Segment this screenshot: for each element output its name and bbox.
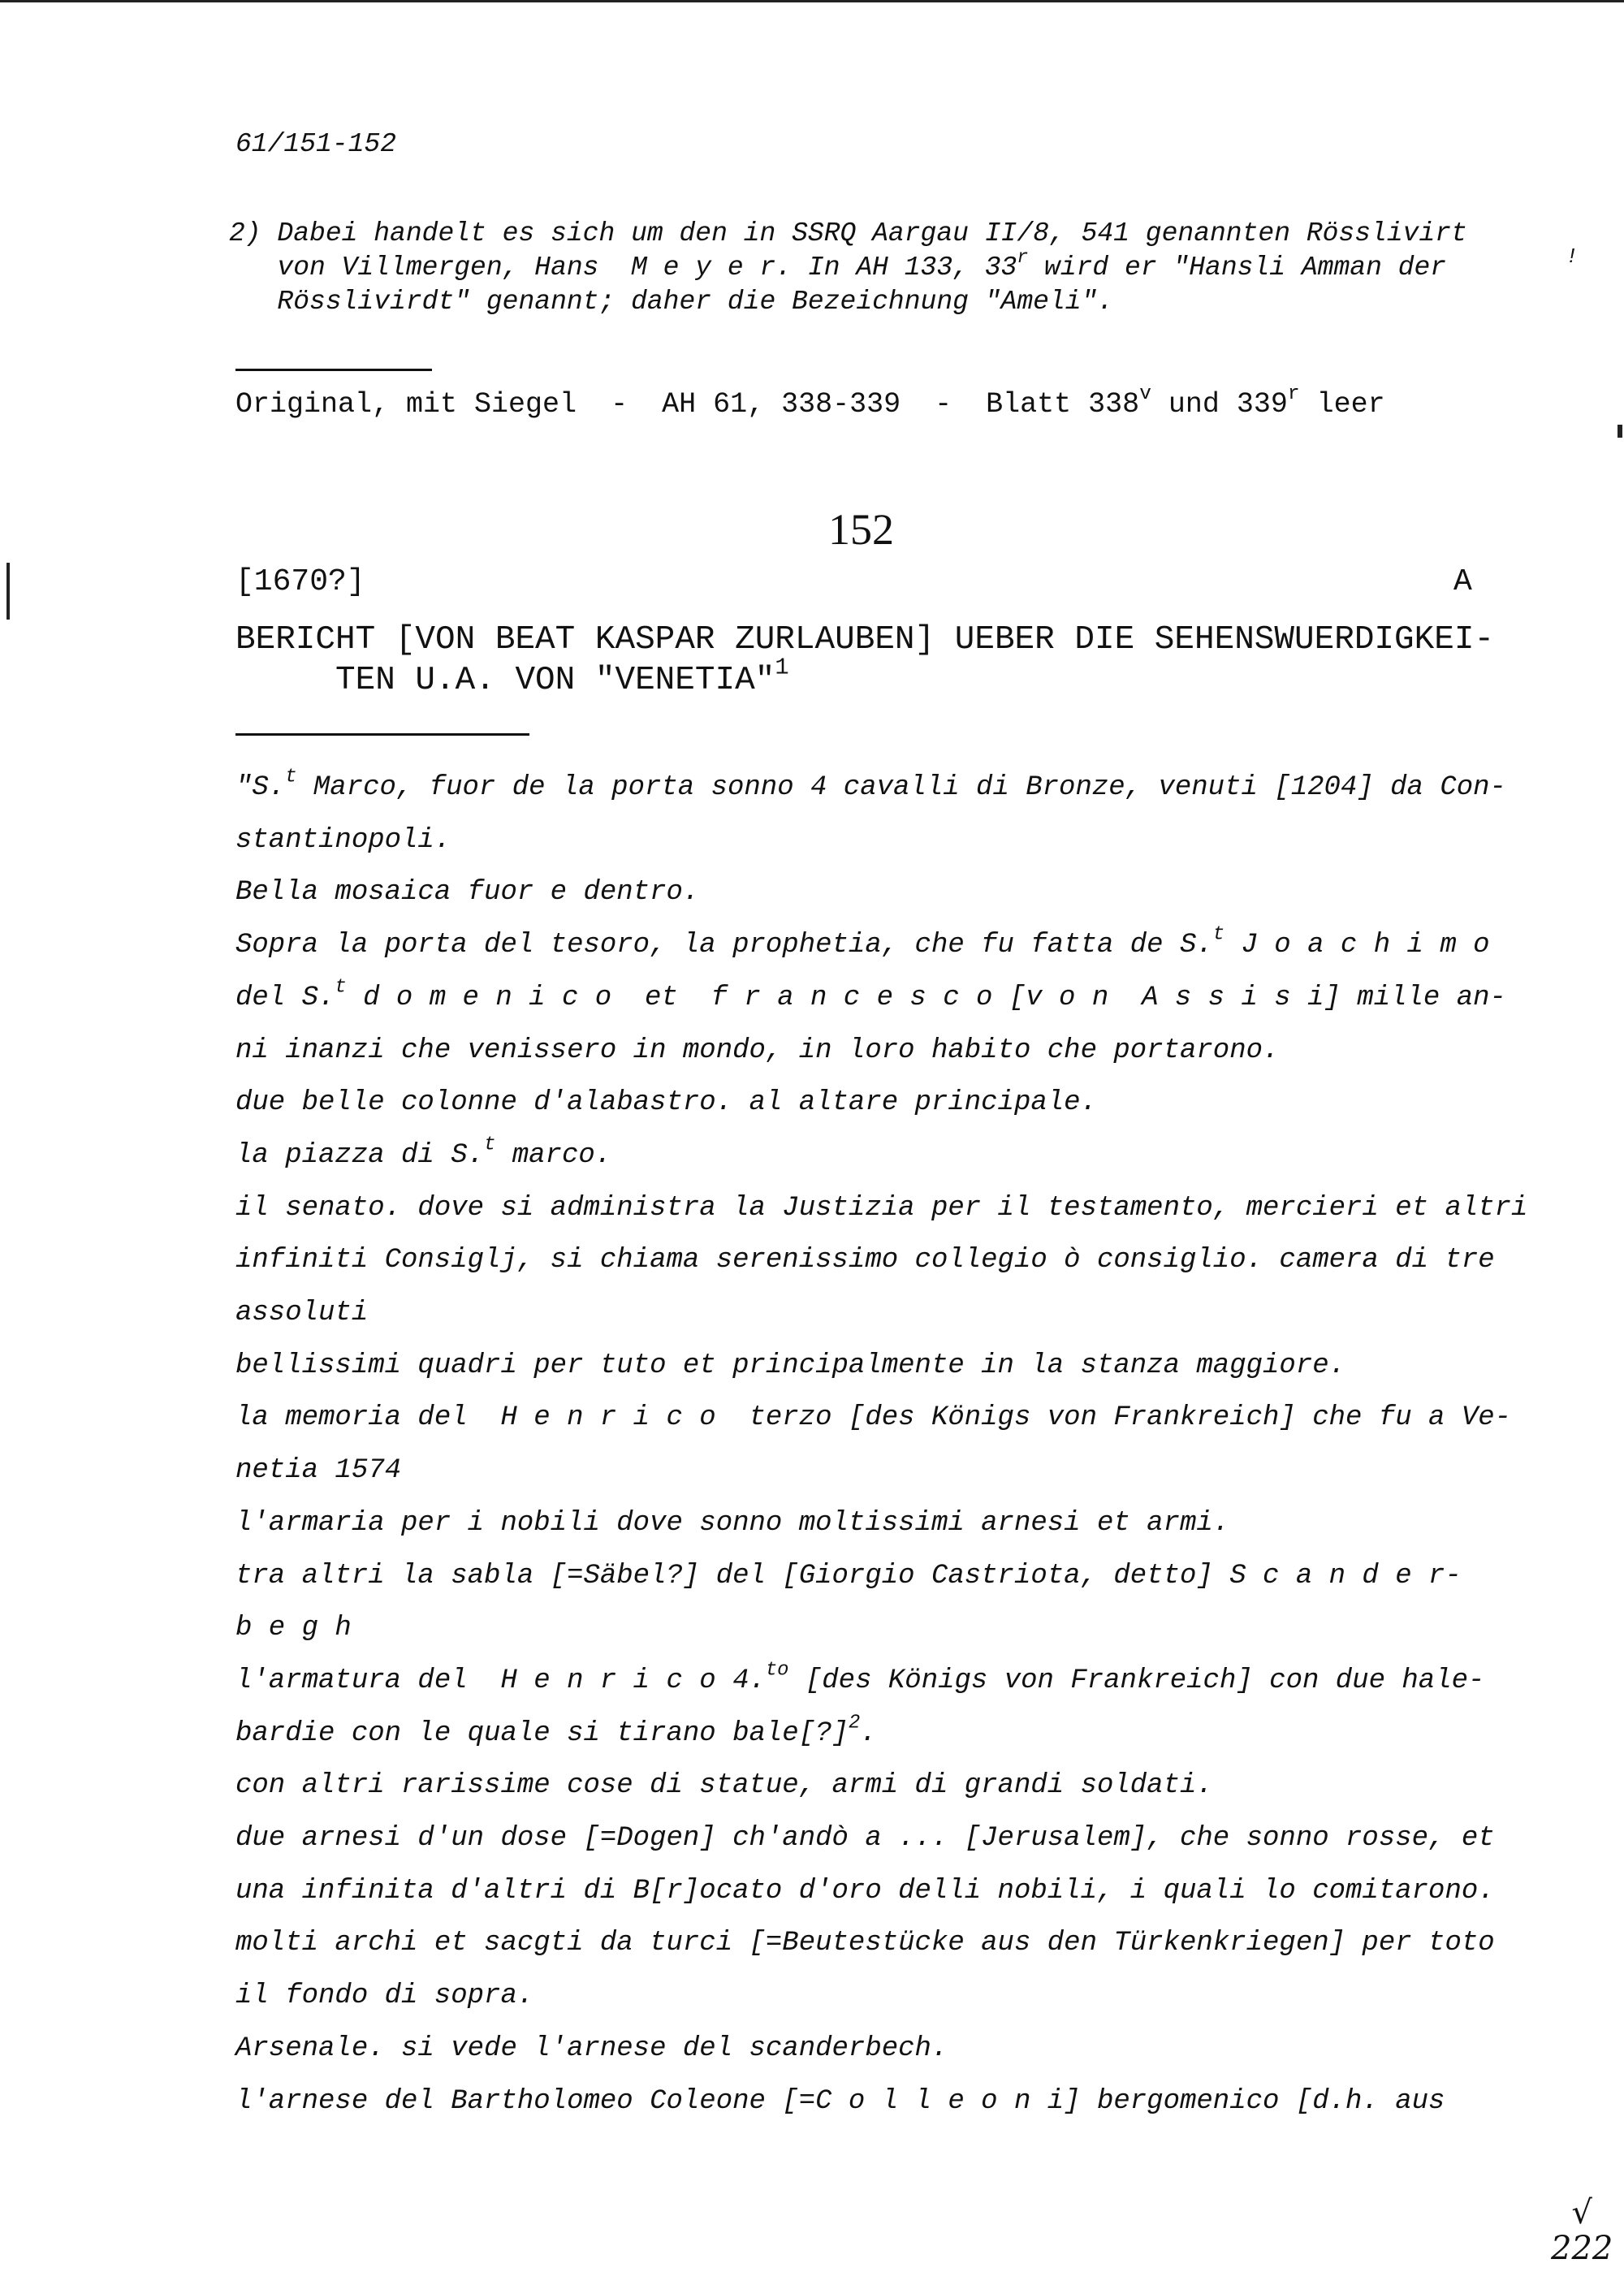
body-line [235, 1929, 1495, 1957]
document-number: 152 [828, 505, 894, 554]
scan-edge-mark [6, 563, 10, 620]
source-note [235, 383, 1385, 421]
body-line [235, 1982, 533, 2010]
text-segment: il senato. dove si administra la Justizia per il testamento, mercieri et altri [235, 1192, 1528, 1224]
text-segment: due arnesi d'un dose [=Dogen] ch'andò a ... [Jerusalem], che sonno rosse, et [235, 1823, 1495, 1854]
text-segment: tra altri la sabla [=Säbel?] del [Giorgio Castriota, detto] S c a n d e r- [235, 1560, 1462, 1592]
superscript: t [335, 976, 347, 999]
body-line [235, 976, 1506, 1013]
text-segment: Original, mit Siegel - AH 61, 338-339 - Blatt 338 [235, 388, 1140, 421]
text-segment: d o m e n i c o et f r a n c e s c o [v o n A s s i s i] mille an- [346, 982, 1506, 1013]
title-line [235, 621, 1495, 659]
text-segment: J o a c h i m o [1224, 930, 1490, 961]
text-segment: del S. [235, 982, 335, 1013]
text-segment: von Villmergen, Hans M e y e r. In AH 133, 33 [229, 253, 1017, 283]
text-segment: molti archi et sacgti da turci [=Beutestücke aus den Türkenkriegen] per toto [235, 1928, 1495, 1959]
text-segment: con altri rarissime cose di statue, armi di grandi soldati. [235, 1770, 1213, 1802]
body-line [235, 2032, 948, 2064]
footnote-line [229, 288, 1113, 315]
body-line [235, 1659, 1485, 1696]
text-segment: TEN U.A. VON "VENETIA" [235, 662, 775, 699]
body-line [235, 824, 451, 856]
text-segment: und 339 [1151, 388, 1288, 421]
text-segment: leer [1299, 388, 1385, 421]
body-line [235, 1507, 1230, 1539]
body-line [235, 1352, 1345, 1380]
text-segment: la memoria del H e n r i c o terzo [des Königs von Frankreich] che fu a Ve- [235, 1402, 1512, 1434]
text-segment: una infinita d'altri di B[r]ocato d'oro delli nobili, i quali lo comitarono. [235, 1875, 1495, 1907]
superscript: 1 [775, 654, 789, 681]
text-segment: l'armatura del H e n r i c o 4. [235, 1665, 766, 1696]
text-segment: marco. [495, 1139, 612, 1171]
footnote-line [229, 247, 1447, 283]
document-date: [1670?] [235, 564, 365, 599]
text-segment: la piazza di S. [235, 1139, 485, 1171]
superscript: v [1139, 383, 1151, 406]
body-line [235, 877, 700, 909]
body-line [235, 766, 1506, 803]
body-line [235, 1037, 1279, 1065]
body-line [235, 2085, 1445, 2117]
superscript: t [1212, 923, 1225, 946]
text-segment: assoluti [235, 1298, 369, 1328]
text-segment: stantinopoli. [235, 824, 451, 856]
body-line [235, 1404, 1511, 1432]
text-segment: Sopra la porta del tesoro, la prophetia, che fu fatta de S. [235, 930, 1213, 961]
text-segment: bellissimi quadri per tuto et principalmente in la stanza maggiore. [235, 1350, 1346, 1381]
superscript: to [765, 1659, 789, 1682]
body-line [235, 1712, 877, 1749]
reference-number: 61/151-152 [235, 129, 397, 159]
text-segment: il fondo di sopra. [235, 1980, 534, 2012]
body-line [235, 1455, 402, 1487]
body-line [235, 1770, 1213, 1802]
scan-edge-mark [1618, 425, 1622, 438]
text-segment: Arsenale. si vede l'arnese del scanderbech. [235, 2032, 948, 2064]
body-line [235, 1299, 368, 1327]
page-mark: √ 222 [1551, 2194, 1613, 2267]
title-divider [235, 733, 529, 736]
text-segment: due belle colonne d'alabastro. al altare principale. [235, 1087, 1097, 1119]
text-segment: b e g h [235, 1613, 352, 1644]
text-segment: . [860, 1717, 877, 1749]
superscript: t [484, 1134, 496, 1156]
text-segment: l'armaria per i nobili dove sonno moltissimi arnesi et armi. [235, 1507, 1230, 1539]
text-segment: 2) Dabei handelt es sich um den in SSRQ Aargau II/8, 541 genannten Rösslivirt [229, 218, 1467, 248]
superscript: t [285, 766, 297, 788]
text-segment: BERICHT [VON BEAT KASPAR ZURLAUBEN] UEBER DIE SEHENSWUERDIGKEI- [235, 621, 1495, 659]
text-segment: bardie con le quale si tirano bale[?] [235, 1717, 849, 1749]
body-line [235, 1614, 352, 1642]
text-segment: infiniti Consiglj, si chiama serenissimo collegio ò consiglio. camera di tre [235, 1245, 1495, 1276]
footnote-line [229, 220, 1467, 247]
text-segment: Rösslivirdt" genannt; daher die Bezeichnung "Ameli". [229, 287, 1114, 317]
superscript: 2 [848, 1712, 861, 1734]
superscript: r [1287, 383, 1300, 406]
body-line [235, 1194, 1527, 1222]
margin-mark: ! [1566, 244, 1579, 269]
footnote-divider [235, 369, 432, 371]
text-segment: ni inanzi che venissero in mondo, in loro habito che portarono. [235, 1035, 1280, 1066]
body-line [235, 923, 1490, 961]
body-line [235, 1246, 1495, 1274]
body-line [235, 1877, 1495, 1905]
text-segment: Bella mosaica fuor e dentro. [235, 877, 700, 909]
body-line [235, 1562, 1462, 1590]
body-line [235, 1134, 612, 1171]
text-segment: [des Königs von Frankreich] con due hale- [788, 1665, 1485, 1696]
document-letter: A [1453, 564, 1472, 599]
text-segment: netia 1574 [235, 1455, 402, 1487]
superscript: r [1017, 247, 1029, 268]
text-segment: wird er "Hansli Amman der [1028, 253, 1447, 283]
text-segment: Marco, fuor de la porta sonno 4 cavalli di Bronze, venuti [1204] da Con- [296, 772, 1506, 803]
text-segment: l'arnese del Bartholomeo Coleone [=C o l l e o n i] bergomenico [d.h. aus [235, 2085, 1445, 2117]
body-line [235, 1825, 1495, 1852]
text-segment: "S. [235, 772, 286, 803]
title-line [235, 654, 789, 699]
body-line [235, 1089, 1097, 1117]
